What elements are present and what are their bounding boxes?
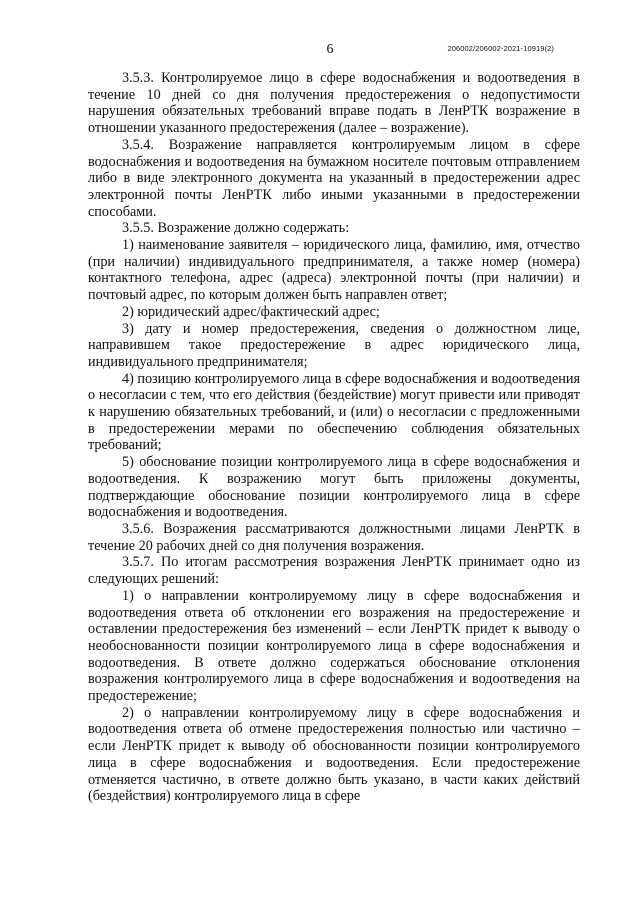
list-item-justification: 5) обоснование позиции контролируемого лица в сфере водоснабжения и водоотведения. К возражению могут быть приложены документы, подтверждающие обоснование позиции контролируемого лица в сфере водоснабжения и водоотведения. — [88, 454, 580, 521]
document-id: 206002/206002-2021-10919(2) — [447, 44, 554, 53]
decision-item-reject: 1) о направлении контролируемому лицу в сфере водоснабжения и водоотведения ответа об отклонении его возражения на предостережение и оставлении предостережения без изменений – если ЛенРТК придет к выводу о необоснованности позиции контролируемого лица в сфере водоснабжения и водоотведения. В ответе должно содержаться обоснование отклонения возражения контролируемого лица в сфере водоснабжения и водоотведения на предостережение; — [88, 587, 580, 705]
decision-item-cancel: 2) о направлении контролируемому лицу в сфере водоснабжения и водоотведения ответа об отмене предостережения полностью или частично – если ЛенРТК придет к выводу об обоснованности позиции контролируемого лица в сфере водоснабжения и водоотведения. Если предостережение отменяется частично, в ответе должно быть указано, в части каких действий (бездействия) контролируемого лица в сфере — [88, 704, 580, 805]
paragraph-3-5-4: 3.5.4. Возражение направляется контролируемым лицом в сфере водоснабжения и водоотведения на бумажном носителе почтовым отправлением либо в виде электронного документа на указанный в предостережении адрес электронной почты ЛенРТК либо иными указанными в предостережении способами. — [88, 136, 580, 220]
paragraph-3-5-5: 3.5.5. Возражение должно содержать: — [122, 220, 350, 237]
paragraph-3-5-6: 3.5.6. Возражения рассматриваются должностными лицами ЛенРТК в течение 20 рабочих дней со дня получения возражения. — [88, 520, 580, 554]
list-item-position: 4) позицию контролируемого лица в сфере водоснабжения и водоотведения о несогласии с тем, что его действия (бездействие) могут привести или приводят к нарушению обязательных требований, и (или) о несогласии с предложенными в предостережении мерами по обеспечению соблюдения обязательных требований; — [88, 370, 580, 454]
document-body — [88, 70, 580, 805]
paragraph-3-5-3: 3.5.3. Контролируемое лицо в сфере водоснабжения и водоотведения в течение 10 дней со дня получения предостережения о недопустимости нарушения обязательных требований вправе подать в ЛенРТК возражение в отношении указанного предостережения (далее – возражение). — [88, 70, 580, 137]
list-item-warning-date: 3) дату и номер предостережения, сведения о должностном лице, направившем такое предостережение в адрес юридического лица, индивидуального предпринимателя; — [88, 320, 580, 370]
paragraph-3-5-7: 3.5.7. По итогам рассмотрения возражения ЛенРТК принимает одно из следующих решений: — [88, 554, 580, 588]
page-number: 6 — [326, 42, 334, 57]
list-item-address: 2) юридический адрес/фактический адрес; — [122, 303, 380, 320]
list-item-applicant-name: 1) наименование заявителя – юридического лица, фамилию, имя, отчество (при наличии) индивидуального предпринимателя, а также номер (номера) контактного телефона, адрес (адреса) электронной почты (при наличии) и почтовый адрес, по которым должен быть направлен ответ; — [88, 237, 580, 304]
